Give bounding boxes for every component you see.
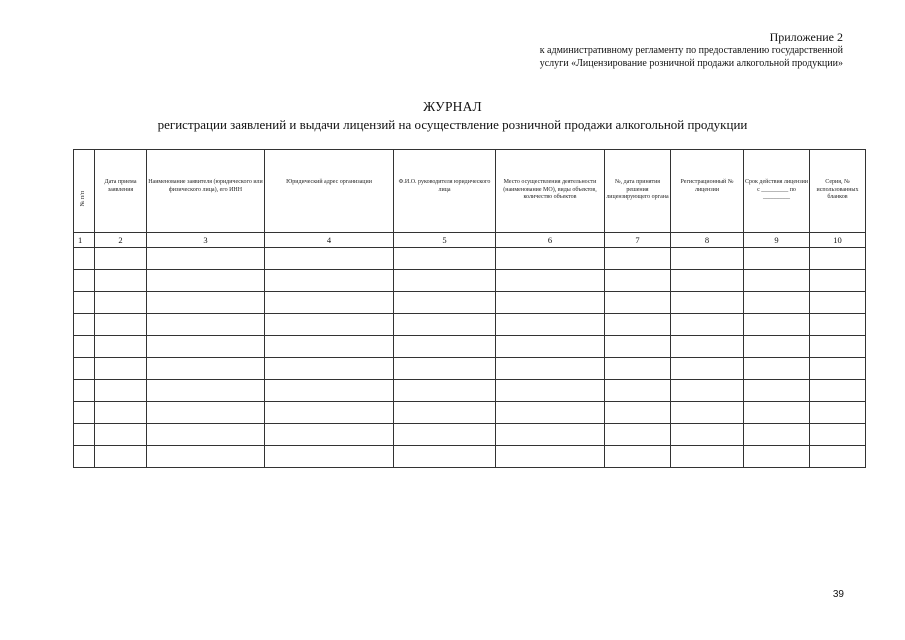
column-header: Регистрационный № лицензии <box>671 150 744 233</box>
table-cell <box>810 292 866 314</box>
table-cell <box>394 358 496 380</box>
table-row <box>74 270 866 292</box>
table-cell <box>671 424 744 446</box>
table-cell <box>744 314 810 336</box>
table-cell <box>394 248 496 270</box>
table-cell <box>671 446 744 468</box>
column-header: Место осуществления деятельности (наименование МО), виды объектов, количество объектов <box>496 150 605 233</box>
column-number: 10 <box>810 233 866 248</box>
appendix-title: Приложение 2 <box>769 30 843 44</box>
table-cell <box>744 380 810 402</box>
page-number: 39 <box>832 589 844 600</box>
table-row <box>74 424 866 446</box>
table-cell <box>147 358 265 380</box>
table-row <box>74 336 866 358</box>
column-number: 7 <box>605 233 671 248</box>
journal-title: ЖУРНАЛ <box>423 99 482 114</box>
table-cell <box>605 314 671 336</box>
table-cell <box>810 380 866 402</box>
table-cell <box>496 314 605 336</box>
table-cell <box>496 292 605 314</box>
table-cell <box>265 358 394 380</box>
table-cell <box>744 336 810 358</box>
table-cell <box>605 358 671 380</box>
table-cell <box>147 336 265 358</box>
table-cell <box>671 402 744 424</box>
table-cell <box>744 424 810 446</box>
table-cell <box>605 380 671 402</box>
table-cell <box>744 446 810 468</box>
table-row <box>74 358 866 380</box>
table-cell <box>605 248 671 270</box>
table-cell <box>810 314 866 336</box>
table-cell <box>605 446 671 468</box>
table-cell <box>744 402 810 424</box>
column-number: 4 <box>265 233 394 248</box>
table-cell <box>394 446 496 468</box>
column-header-label: № п/п <box>80 191 87 207</box>
table-cell <box>810 424 866 446</box>
table-cell <box>265 270 394 292</box>
table-cell <box>394 424 496 446</box>
table-cell <box>147 446 265 468</box>
table-cell <box>394 336 496 358</box>
table-cell <box>147 424 265 446</box>
table-cell <box>496 248 605 270</box>
table-cell <box>95 270 147 292</box>
column-header <box>74 150 95 233</box>
table-cell <box>394 314 496 336</box>
table-cell <box>394 270 496 292</box>
table-cell <box>74 292 95 314</box>
table-cell <box>95 380 147 402</box>
column-number: 3 <box>147 233 265 248</box>
table-cell <box>496 402 605 424</box>
table-cell <box>265 292 394 314</box>
appendix-block <box>540 31 843 70</box>
table-cell <box>265 424 394 446</box>
table-cell <box>74 248 95 270</box>
table-cell <box>744 358 810 380</box>
column-header: №, дата принятия решения лицензирующего органа <box>605 150 671 233</box>
table-cell <box>671 358 744 380</box>
column-header: Наименование заявителя (юридического или физического лица), его ИНН <box>147 150 265 233</box>
column-header: Ф.И.О. руководителя юридического лица <box>394 150 496 233</box>
table-cell <box>605 336 671 358</box>
table-cell <box>496 380 605 402</box>
table-cell <box>265 336 394 358</box>
table-cell <box>95 292 147 314</box>
table-cell <box>744 248 810 270</box>
table-cell <box>496 446 605 468</box>
table-cell <box>147 314 265 336</box>
table-body <box>74 248 866 468</box>
table-cell <box>265 402 394 424</box>
table-cell <box>95 248 147 270</box>
table-cell <box>810 358 866 380</box>
table-cell <box>605 270 671 292</box>
table-cell <box>810 248 866 270</box>
table-cell <box>147 270 265 292</box>
table-cell <box>605 424 671 446</box>
table-cell <box>74 402 95 424</box>
table-cell <box>605 292 671 314</box>
appendix-line-2: услуги «Лицензирование розничной продажи алкогольной продукции» <box>539 58 843 69</box>
journal-subtitle: регистрации заявлений и выдачи лицензий на осуществление розничной продажи алкогольной продукции <box>157 117 748 132</box>
table-row <box>74 314 866 336</box>
table-cell <box>74 424 95 446</box>
table-cell <box>605 402 671 424</box>
table-cell <box>147 292 265 314</box>
table-cell <box>671 292 744 314</box>
table-cell <box>147 248 265 270</box>
table-cell <box>810 336 866 358</box>
table-cell <box>671 314 744 336</box>
column-header: Дата приема заявления <box>95 150 147 233</box>
table-cell <box>74 358 95 380</box>
table-cell <box>496 358 605 380</box>
table-cell <box>496 270 605 292</box>
table-cell <box>74 446 95 468</box>
table-cell <box>810 446 866 468</box>
table-cell <box>394 292 496 314</box>
journal-table <box>73 149 866 468</box>
table-cell <box>74 336 95 358</box>
table-cell <box>95 402 147 424</box>
column-number: 6 <box>496 233 605 248</box>
table-cell <box>74 270 95 292</box>
column-header: Серия, № использованных бланков <box>810 150 866 233</box>
table-row <box>74 446 866 468</box>
table-cell <box>95 336 147 358</box>
table-cell <box>394 380 496 402</box>
column-header: Срок действия лицензии с _________ по _________ <box>744 150 810 233</box>
table-cell <box>394 402 496 424</box>
table-cell <box>810 270 866 292</box>
column-number: 2 <box>95 233 147 248</box>
table-cell <box>95 446 147 468</box>
table-cell <box>671 248 744 270</box>
table-cell <box>74 380 95 402</box>
table-cell <box>496 336 605 358</box>
table-row <box>74 292 866 314</box>
column-number: 5 <box>394 233 496 248</box>
table-cell <box>265 380 394 402</box>
table-cell <box>95 314 147 336</box>
column-number: 1 <box>74 233 95 248</box>
table-cell <box>671 380 744 402</box>
table-cell <box>671 336 744 358</box>
table-cell <box>147 402 265 424</box>
table-row <box>74 402 866 424</box>
appendix-line-1: к административному регламенту по предоставлению государственной <box>539 45 843 56</box>
table-cell <box>265 248 394 270</box>
column-number-row <box>74 233 866 248</box>
table-cell <box>744 292 810 314</box>
table-cell <box>147 380 265 402</box>
column-header: Юридический адрес организации <box>265 150 394 233</box>
table-cell <box>496 424 605 446</box>
table-header-row <box>74 150 866 233</box>
table-cell <box>671 270 744 292</box>
table-cell <box>744 270 810 292</box>
table-row <box>74 248 866 270</box>
table-cell <box>265 314 394 336</box>
table-cell <box>74 314 95 336</box>
table-cell <box>810 402 866 424</box>
table-cell <box>95 424 147 446</box>
table-row <box>74 380 866 402</box>
column-number: 8 <box>671 233 744 248</box>
column-number: 9 <box>744 233 810 248</box>
table-cell <box>265 446 394 468</box>
table-cell <box>95 358 147 380</box>
